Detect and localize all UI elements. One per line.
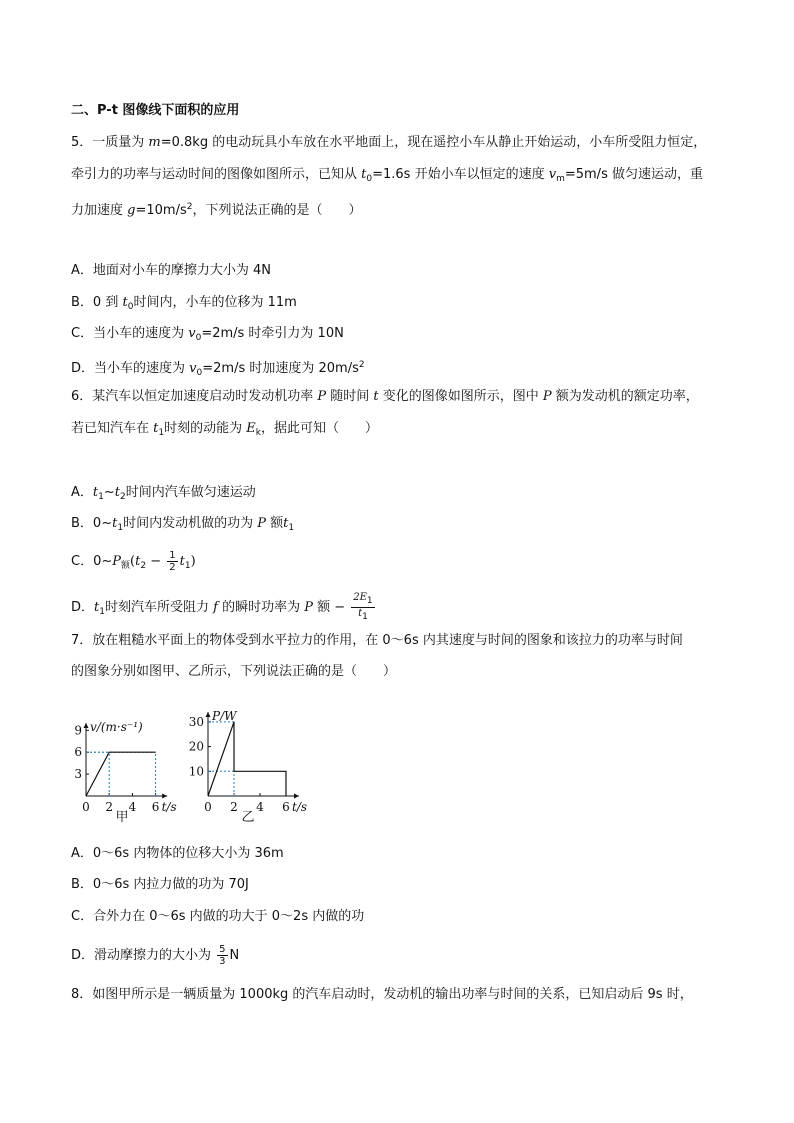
fraction-2e1-over-t1: $\frac{2E1}{t1}$ [353,592,373,622]
chart-p-x-arrow [294,794,299,799]
chart-v-y-tick-label: 6 [74,745,82,760]
q5-option-c: C．当小车的速度为 $v_0=2m/s$ 时牵引力为 10N [71,326,344,343]
chart-p-y-tick-label: 30 [188,714,204,729]
q7-line-2: 的图象分别如图甲、乙所示，下列说法正确的是（ ） [71,664,397,679]
chart-p-x-axis-label: t/s [292,800,308,814]
chart-p-caption: 乙 [241,810,255,825]
q6-line-2: 若已知汽车在 $t_1$时刻的动能为 $E_k$，据此可知（ ） [71,421,378,438]
chart-v-caption: 甲 [115,810,129,825]
chart-p-series-line [208,722,286,796]
chart-p-y-axis-label: P/W [212,709,237,724]
q5-line-2: 牵引力的功率与运动时间的图像如图所示，已知从 $t_0=1.6s$ 开始小车以恒定的速度 $v_m=5m/s$ 做匀速运动，重 [71,167,703,184]
chart-v-x-tick-label: 4 [128,800,137,814]
fraction-five-thirds: $\frac{5}{3}$ [219,944,226,967]
q6-option-c: C．$0\sim P_额(t_2$ − $\frac{1}{2}$ $t_1$) [71,550,196,573]
chart-p-x-tick-label: 6 [282,800,290,814]
q7-line-1: 7．放在粗糙水平面上的物体受到水平拉力的作用，在 0～6s 内其速度与时间的图象和该拉力的功率与时间 [71,633,683,648]
q5-option-a: A．地面对小车的摩擦力大小为 4N [71,263,272,278]
q5-line-1: 5．一质量为 m=0.8kg 的电动玩具小车放在水平地面上，现在遥控小车从静止开始运动，小车所受阻力恒定， [71,135,707,150]
chart-p-x-tick-label: 4 [256,800,264,814]
chart-p-x-tick-label: 2 [230,800,238,814]
q7-option-d: D．滑动摩擦力的大小为 $\frac{5}{3}$ N [71,944,240,967]
velocity-time-chart [70,700,185,832]
q6-option-d: D．$t_1$时刻汽车所受阻力 f 的瞬时功率为 P 额 − $\frac{2E1}{t1}$ [71,592,373,622]
chart-v-x-axis-label: t/s [161,800,177,814]
chart-p-y-tick-label: 20 [188,739,204,754]
q5-option-b: B．0 到 $t_0$时间内，小车的位移为 11m [71,295,297,312]
chart-v-x-tick-label: 0 [82,800,90,814]
chart-v-x-arrow [162,794,167,799]
chart-v-y-tick-label: 3 [74,767,82,782]
chart-v-x-tick-label: 6 [151,800,160,814]
chart-p-y-arrow [206,712,211,717]
section-title: 二、P-t 图像线下面积的应用 [71,103,240,118]
q7-option-b: B．0～6s 内拉力做的功为 70J [71,877,249,892]
q7-option-a: A．0～6s 内物体的位移大小为 36m [71,846,284,861]
q6-option-a: A．$t_1\sim t_2$时间内汽车做匀速运动 [71,485,256,502]
q5-line-3: 力加速度 $g=10m/s^2$，下列说法正确的是（ ） [71,202,362,218]
chart-v-y-axis-label: v/(m·s⁻¹) [90,720,143,734]
q6-option-b: B．$0\sim t_1$时间内发动机做的功为 P 额$t_1$ [71,516,295,533]
chart-v-y-tick-label: 9 [74,723,82,738]
q8-line-1: 8．如图甲所示是一辆质量为 1000kg 的汽车启动时，发动机的输出功率与时间的关系，已知启动后 9s 时， [71,987,693,1002]
chart-p-y-tick-label: 10 [188,764,204,779]
q6-line-1: 6．某汽车以恒定加速度启动时发动机功率 P 随时间 t 变化的图像如图所示，图中 P 额为发动机的额定功率， [71,389,699,404]
chart-v-x-tick-label: 2 [105,800,114,814]
power-time-chart [188,700,313,832]
chart-v-y-arrow [84,723,89,728]
chart-v-series-line [86,752,156,796]
fraction-one-half: $\frac{1}{2}$ [169,550,176,573]
q5-option-d: D．当小车的速度为 $v_0=2m/s$ 时加速度为 $20m/s^2$ [71,360,365,378]
chart-p-x-tick-label: 0 [204,800,212,814]
q7-option-c: C．合外力在 0～6s 内做的功大于 0～2s 内做的功 [71,909,365,924]
